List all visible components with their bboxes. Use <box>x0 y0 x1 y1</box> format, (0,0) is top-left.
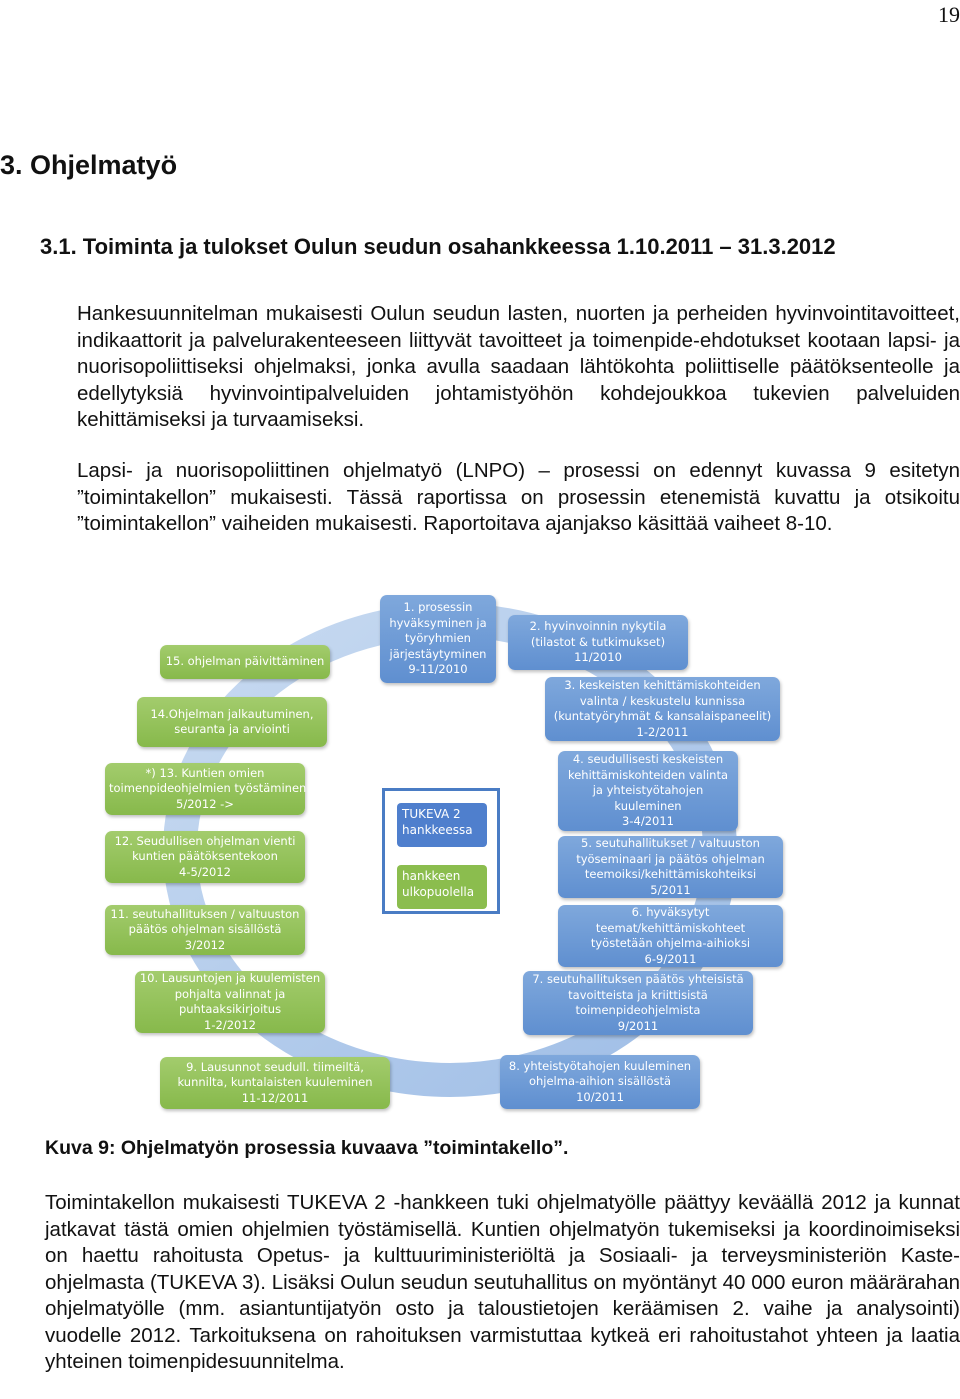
section-heading: 3.1. Toiminta ja tulokset Oulun seudun osahankkeessa 1.10.2011 – 31.3.2012 <box>40 234 836 259</box>
paragraph-continuation: Toimintakellon mukaisesti TUKEVA 2 -hankkeen tuki ohjelmatyölle päättyy keväällä 2012 ja kunnat jatkavat tästä omien ohjelmien työstämisellä. Kuntien ohjelmatyön tukemiseksi ja koordinoimiseksi on haettu rahoitusta Opetus- ja kulttuuriministeriöltä ja Sosiaali- ja terveysministeriön Kaste-ohjelmasta (TUKEVA 3). Lisäksi Oulun seudun seutuhallitus on myöntänyt 40 000 euron määrärahan ohjelmatyölle (mm. asiantuntijatyön osto ja taloustietojen keräämisen 2. vaihe ja analysointi) vuodelle 2012. Tarkoituksena on rahoituksen varmistuttaa kytkeä eri rahoitustahot yhteen ja laatia yhteinen toimenpidesuunnitelma. <box>45 1191 960 1373</box>
step-box-10: 10. Lausuntojen ja kuulemisten pohjalta valinnat ja puhtaaksikirjoitus 1-2/2012 <box>135 971 325 1033</box>
step-box-6: 6. hyväksytyt teemat/kehittämiskohteet työstetään ohjelma-aihioksi 6-9/2011 <box>558 905 783 967</box>
step-box-4: 4. seudullisesti keskeisten kehittämiskohteiden valinta ja yhteistyötahojen kuuleminen 3-4/2011 <box>558 751 738 831</box>
step-box-8: 8. yhteistyötahojen kuuleminen ohjelma-aihion sisällöstä 10/2011 <box>500 1055 700 1109</box>
step-box-3: 3. keskeisten kehittämiskohteiden valinta / keskustelu kunnissa (kuntatyöryhmät & kansalaispaneelit) 1-2/2011 <box>545 677 780 741</box>
step-box-12: 12. Seudullisen ohjelman vienti kuntien päätöksentekoon 4-5/2012 <box>105 831 305 883</box>
step-box-7: 7. seutuhallituksen päätös yhteisistä tavoitteista ja kriittisistä toimenpideohjelmista 9/2011 <box>523 971 753 1035</box>
step-box-15: 15. ohjelman päivittäminen <box>160 645 330 679</box>
toimintakello-figure <box>100 585 860 1115</box>
step-box-9: 9. Lausunnot seudull. tiimeiltä, kunnilta, kuntalaisten kuuleminen 11-12/2011 <box>160 1057 390 1109</box>
paragraph-process: Lapsi- ja nuorisopoliittinen ohjelmatyö (LNPO) – prosessi on edennyt kuvassa 9 esitetyn ”toimintakellon” mukaisesti. Tässä raportissa on prosessin etenemistä kuvattu ja otsikoitu ”toimintakellon” vaiheiden mukaisesti. Raportoitava ajanjakso käsittää vaiheet 8-10. <box>77 459 960 535</box>
step-box-2: 2. hyvinvoinnin nykytila (tilastot & tutkimukset) 11/2010 <box>508 615 688 670</box>
legend-tukeva: TUKEVA 2 hankkeessa <box>397 803 487 847</box>
step-box-13: *) 13. Kuntien omien toimenpideohjelmien työstäminen 5/2012 -> <box>105 763 305 815</box>
step-box-1: 1. prosessin hyväksyminen ja työryhmien järjestäytyminen 9-11/2010 <box>380 595 496 683</box>
step-box-5: 5. seutuhallitukset / valtuuston työseminaari ja päätös ohjelman teemoiksi/kehittämiskohteiksi 5/2011 <box>558 836 783 898</box>
chapter-heading: 3. Ohjelmatyö <box>0 150 178 180</box>
step-box-14: 14.Ohjelman jalkautuminen, seuranta ja arviointi <box>137 697 327 747</box>
paragraph-intro: Hankesuunnitelman mukaisesti Oulun seudun lasten, nuorten ja perheiden hyvinvointitavoitteet, indikaattorit ja palvelurakenteeseen liittyvät tavoitteet ja toimenpide-ehdotukset kootaan lapsi- ja nuorisopoliittiseksi ohjelmaksi, jonka avulla saadaan lähtökohta poliittiselle päätöksenteolle ja edellytyksiä hyvinvointipalveluiden johtamistyöhön kohdejoukkoa tukevien palveluiden kehittämiseksi ja turvaamiseksi. <box>77 302 960 431</box>
step-box-11: 11. seutuhallituksen / valtuuston päätös ohjelman sisällöstä 3/2012 <box>105 905 305 955</box>
legend-outside: hankkeen ulkopuolella <box>397 865 487 909</box>
figure-caption: Kuva 9: Ohjelmatyön prosessia kuvaava ”toimintakello”. <box>45 1137 569 1159</box>
page-number: 19 <box>938 2 960 27</box>
